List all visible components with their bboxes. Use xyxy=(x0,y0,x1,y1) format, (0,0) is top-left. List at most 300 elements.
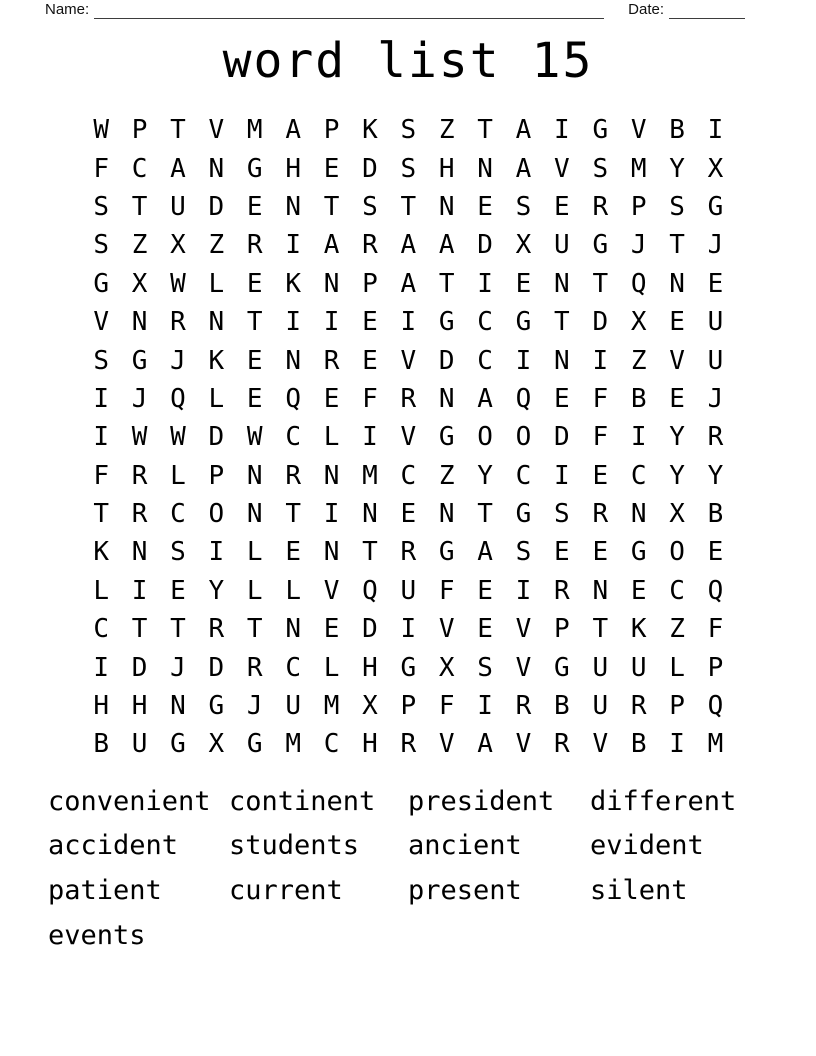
grid-cell: N xyxy=(131,537,148,568)
grid-cell: G xyxy=(592,115,609,146)
grid-cell: N xyxy=(477,153,493,184)
grid-cell: O xyxy=(669,537,685,568)
grid-cell: Y xyxy=(208,575,225,606)
grid-cell: S xyxy=(515,191,532,222)
grid-cell: I xyxy=(208,537,225,568)
grid-cell: T xyxy=(170,614,186,645)
grid-cell: I xyxy=(131,575,148,606)
word-list-item: evident xyxy=(590,830,704,862)
grid-cell: I xyxy=(93,383,110,414)
puzzle-title: word list 15 xyxy=(222,33,594,89)
grid-cell: R xyxy=(400,729,417,760)
grid-cell: I xyxy=(285,230,301,261)
grid-cell: E xyxy=(246,191,263,222)
grid-cell: R xyxy=(170,307,186,338)
grid-cell: I xyxy=(400,307,417,338)
grid-cell: L xyxy=(323,422,340,453)
grid-cell: F xyxy=(362,383,378,414)
grid-cell: G xyxy=(170,729,186,760)
grid-cell: W xyxy=(93,115,110,146)
grid-cell: N xyxy=(323,460,340,491)
grid-cell: G xyxy=(707,191,724,222)
grid-cell: P xyxy=(669,691,685,722)
grid-cell: C xyxy=(285,652,301,683)
grid-cell: E xyxy=(630,575,647,606)
grid-cell: R xyxy=(554,575,570,606)
date-input-line[interactable] xyxy=(669,3,745,19)
grid-cell: R xyxy=(554,729,570,760)
grid-cell: R xyxy=(362,230,378,261)
grid-cell: F xyxy=(438,691,455,722)
date-label: Date: xyxy=(628,1,664,18)
grid-cell: E xyxy=(707,268,724,299)
grid-cell: G xyxy=(438,422,455,453)
grid-cell: L xyxy=(323,652,340,683)
grid-cell: H xyxy=(362,652,378,683)
grid-cell: L xyxy=(170,460,186,491)
grid-cell: E xyxy=(477,575,493,606)
word-list-item: convenient xyxy=(48,785,211,817)
grid-cell: P xyxy=(323,115,340,146)
grid-cell: A xyxy=(438,230,455,261)
word-list xyxy=(48,779,770,957)
grid-cell: I xyxy=(362,422,378,453)
grid-cell: F xyxy=(592,422,609,453)
grid-cell: G xyxy=(515,307,532,338)
grid-cell: X xyxy=(438,652,455,683)
grid-cell: D xyxy=(477,230,493,261)
grid-cell: E xyxy=(246,268,263,299)
grid-cell: N xyxy=(285,191,301,222)
grid-cell: T xyxy=(592,614,609,645)
grid-cell: L xyxy=(669,652,685,683)
grid-cell: T xyxy=(438,268,455,299)
grid-cell: O xyxy=(208,499,225,530)
grid-cell: K xyxy=(362,115,378,146)
grid-cell: L xyxy=(93,575,110,606)
grid-cell: H xyxy=(362,729,378,760)
grid-cell: V xyxy=(592,729,609,760)
grid-cell: L xyxy=(208,383,225,414)
grid-cell: Q xyxy=(707,691,724,722)
grid-cell: T xyxy=(131,191,148,222)
grid-cell: L xyxy=(208,268,225,299)
grid-cell: W xyxy=(170,422,186,453)
grid-cell: R xyxy=(515,691,532,722)
grid-cell: Y xyxy=(669,153,685,184)
grid-cell: Z xyxy=(438,460,455,491)
grid-cell: E xyxy=(170,575,186,606)
grid-cell: N xyxy=(246,499,263,530)
grid-cell: F xyxy=(592,383,609,414)
grid-cell: B xyxy=(630,729,647,760)
grid-cell: R xyxy=(630,691,647,722)
grid-cell: V xyxy=(669,345,685,376)
grid-cell: X xyxy=(669,499,685,530)
grid-cell: Z xyxy=(131,230,148,261)
grid-cell: T xyxy=(170,115,186,146)
grid-cell: E xyxy=(592,537,609,568)
grid-cell: K xyxy=(208,345,225,376)
grid-cell: T xyxy=(669,230,685,261)
grid-cell: E xyxy=(362,345,378,376)
grid-cell: J xyxy=(707,383,724,414)
grid-cell: C xyxy=(477,345,493,376)
grid-cell: R xyxy=(592,499,609,530)
grid-cell: S xyxy=(93,191,110,222)
grid-cell: T xyxy=(477,115,493,146)
grid-cell: Q xyxy=(630,268,647,299)
grid-cell: S xyxy=(362,191,378,222)
grid-cell: F xyxy=(707,614,724,645)
grid-cell: A xyxy=(323,230,340,261)
grid-cell: J xyxy=(630,230,647,261)
grid-cell: A xyxy=(515,115,532,146)
grid-cell: D xyxy=(592,307,609,338)
grid-cell: J xyxy=(131,383,148,414)
grid-cell: N xyxy=(285,345,301,376)
grid-cell: I xyxy=(630,422,647,453)
grid-cell: E xyxy=(362,307,378,338)
grid-cell: S xyxy=(669,191,685,222)
grid-cell: I xyxy=(323,499,340,530)
grid-cell: U xyxy=(400,575,417,606)
grid-cell: N xyxy=(554,268,570,299)
grid-cell: B xyxy=(669,115,685,146)
grid-cell: X xyxy=(131,268,148,299)
grid-cell: D xyxy=(362,614,378,645)
grid-cell: E xyxy=(554,383,570,414)
grid-cell: M xyxy=(707,729,724,760)
grid-cell: E xyxy=(669,383,685,414)
grid-cell: W xyxy=(131,422,148,453)
grid-cell: P xyxy=(400,691,417,722)
grid-cell: X xyxy=(362,691,378,722)
grid-cell: Q xyxy=(170,383,186,414)
grid-cell: N xyxy=(285,614,301,645)
grid-cell: X xyxy=(707,153,724,184)
grid-cell: S xyxy=(477,652,493,683)
grid-cell: U xyxy=(707,345,724,376)
grid-cell: E xyxy=(592,460,609,491)
grid-cell: M xyxy=(362,460,378,491)
grid-cell: Y xyxy=(669,422,685,453)
grid-cell: N xyxy=(131,307,148,338)
grid-cell: O xyxy=(515,422,532,453)
grid-cell: G xyxy=(554,652,570,683)
grid-cell: C xyxy=(170,499,186,530)
grid-cell: P xyxy=(630,191,647,222)
grid-cell: N xyxy=(438,191,455,222)
grid-cell: L xyxy=(246,575,263,606)
grid-cell: C xyxy=(477,307,493,338)
grid-cell: K xyxy=(93,537,110,568)
grid-cell: E xyxy=(515,268,532,299)
grid-cell: I xyxy=(554,115,570,146)
grid-cell: B xyxy=(630,383,647,414)
grid-cell: L xyxy=(285,575,301,606)
grid-cell: C xyxy=(400,460,417,491)
grid-cell: B xyxy=(554,691,570,722)
grid-cell: V xyxy=(400,422,417,453)
grid-cell: Q xyxy=(362,575,378,606)
grid-cell: E xyxy=(285,537,301,568)
grid-cell: P xyxy=(362,268,378,299)
grid-cell: C xyxy=(630,460,647,491)
grid-cell: D xyxy=(208,652,225,683)
grid-cell: N xyxy=(170,691,186,722)
grid-cell: T xyxy=(554,307,570,338)
grid-cell: E xyxy=(246,345,263,376)
grid-cell: D xyxy=(131,652,148,683)
word-list-item: continent xyxy=(229,785,376,817)
grid-cell: B xyxy=(93,729,110,760)
grid-cell: S xyxy=(554,499,570,530)
grid-cell: Y xyxy=(707,460,724,491)
grid-cell: V xyxy=(323,575,340,606)
grid-cell: K xyxy=(285,268,301,299)
grid-cell: C xyxy=(285,422,301,453)
grid-cell: Y xyxy=(477,460,493,491)
grid-cell: J xyxy=(246,691,263,722)
grid-cell: I xyxy=(285,307,301,338)
grid-cell: G xyxy=(592,230,609,261)
grid-cell: R xyxy=(208,614,225,645)
grid-cell: N xyxy=(592,575,609,606)
grid-cell: Y xyxy=(669,460,685,491)
word-list-item: ancient xyxy=(408,830,522,862)
grid-cell: M xyxy=(630,153,647,184)
grid-cell: R xyxy=(246,230,263,261)
grid-cell: I xyxy=(707,115,724,146)
grid-cell: V xyxy=(515,614,532,645)
grid-cell: S xyxy=(400,115,417,146)
word-list-item: current xyxy=(229,874,343,906)
grid-cell: R xyxy=(592,191,609,222)
grid-cell: U xyxy=(707,307,724,338)
grid-cell: C xyxy=(515,460,532,491)
grid-cell: Z xyxy=(208,230,225,261)
grid-cell: G xyxy=(438,537,455,568)
grid-cell: E xyxy=(400,499,417,530)
grid-cell: G xyxy=(515,499,532,530)
grid-cell: N xyxy=(323,268,340,299)
grid-cell: J xyxy=(707,230,724,261)
grid-cell: J xyxy=(170,345,186,376)
grid-cell: V xyxy=(554,153,570,184)
grid-cell: I xyxy=(669,729,685,760)
grid-cell: C xyxy=(93,614,110,645)
grid-cell: A xyxy=(285,115,301,146)
grid-cell: F xyxy=(438,575,455,606)
grid-cell: P xyxy=(707,652,724,683)
word-list-item: accident xyxy=(48,830,179,862)
grid-cell: P xyxy=(208,460,225,491)
grid-cell: I xyxy=(400,614,417,645)
grid-cell: H xyxy=(131,691,148,722)
grid-cell: V xyxy=(438,729,455,760)
grid-cell: S xyxy=(93,230,110,261)
grid-cell: I xyxy=(515,345,532,376)
grid-cell: H xyxy=(285,153,301,184)
grid-cell: T xyxy=(400,191,417,222)
grid-cell: X xyxy=(208,729,225,760)
grid-cell: H xyxy=(438,153,455,184)
grid-cell: X xyxy=(170,230,186,261)
grid-cell: G xyxy=(93,268,110,299)
word-list-item: patient xyxy=(48,874,162,906)
grid-cell: R xyxy=(246,652,263,683)
grid-cell: T xyxy=(131,614,148,645)
letter-grid xyxy=(82,111,735,764)
grid-cell: A xyxy=(477,383,493,414)
grid-cell: S xyxy=(515,537,532,568)
grid-cell: M xyxy=(323,691,340,722)
grid-cell: T xyxy=(285,499,301,530)
grid-cell: A xyxy=(400,230,417,261)
grid-cell: X xyxy=(630,307,647,338)
word-list-item: present xyxy=(408,874,522,906)
grid-cell: E xyxy=(554,537,570,568)
grid-cell: U xyxy=(554,230,570,261)
grid-cell: T xyxy=(592,268,609,299)
word-list-item: events xyxy=(48,919,146,951)
word-list-item: silent xyxy=(590,874,688,906)
grid-cell: G xyxy=(630,537,647,568)
grid-cell: N xyxy=(438,499,455,530)
grid-cell: N xyxy=(669,268,685,299)
grid-cell: I xyxy=(93,652,110,683)
grid-cell: A xyxy=(477,537,493,568)
grid-cell: K xyxy=(630,614,647,645)
grid-cell: S xyxy=(400,153,417,184)
grid-cell: B xyxy=(707,499,724,530)
grid-cell: I xyxy=(477,268,493,299)
grid-cell: E xyxy=(323,383,340,414)
grid-cell: A xyxy=(477,729,493,760)
grid-cell: V xyxy=(208,115,225,146)
grid-cell: C xyxy=(323,729,340,760)
word-list-item: different xyxy=(590,785,737,817)
grid-cell: A xyxy=(170,153,186,184)
grid-cell: J xyxy=(170,652,186,683)
grid-cell: P xyxy=(554,614,570,645)
grid-cell: V xyxy=(93,307,110,338)
grid-cell: G xyxy=(246,153,263,184)
grid-cell: Q xyxy=(515,383,532,414)
grid-cell: E xyxy=(707,537,724,568)
grid-cell: N xyxy=(246,460,263,491)
name-label: Name: xyxy=(45,1,90,18)
grid-cell: M xyxy=(246,115,263,146)
grid-cell: I xyxy=(554,460,570,491)
grid-cell: F xyxy=(93,153,110,184)
grid-cell: N xyxy=(630,499,647,530)
grid-cell: E xyxy=(477,614,493,645)
grid-cell: O xyxy=(477,422,493,453)
grid-cell: T xyxy=(246,614,263,645)
grid-cell: C xyxy=(669,575,685,606)
grid-cell: D xyxy=(362,153,378,184)
grid-cell: Z xyxy=(630,345,647,376)
grid-cell: V xyxy=(515,652,532,683)
grid-cell: V xyxy=(400,345,417,376)
grid-cell: N xyxy=(208,153,225,184)
word-list-item: students xyxy=(229,830,360,862)
grid-cell: H xyxy=(93,691,110,722)
grid-cell: R xyxy=(400,537,417,568)
grid-cell: U xyxy=(592,691,609,722)
grid-cell: E xyxy=(669,307,685,338)
grid-cell: M xyxy=(285,729,301,760)
grid-cell: G xyxy=(438,307,455,338)
grid-cell: N xyxy=(438,383,455,414)
grid-cell: G xyxy=(131,345,148,376)
grid-cell: D xyxy=(554,422,570,453)
grid-cell: G xyxy=(400,652,417,683)
grid-cell: U xyxy=(170,191,186,222)
grid-cell: V xyxy=(515,729,532,760)
grid-cell: D xyxy=(438,345,455,376)
grid-cell: U xyxy=(131,729,148,760)
grid-cell: S xyxy=(93,345,110,376)
grid-cell: G xyxy=(246,729,263,760)
grid-cell: I xyxy=(323,307,340,338)
grid-cell: S xyxy=(170,537,186,568)
grid-cell: N xyxy=(554,345,570,376)
grid-cell: I xyxy=(93,422,110,453)
grid-cell: R xyxy=(131,460,148,491)
grid-cell: D xyxy=(208,422,225,453)
grid-cell: Z xyxy=(438,115,455,146)
grid-cell: N xyxy=(362,499,378,530)
name-input-line[interactable] xyxy=(94,3,604,19)
grid-cell: T xyxy=(246,307,263,338)
grid-cell: T xyxy=(362,537,378,568)
grid-cell: P xyxy=(131,115,148,146)
grid-cell: A xyxy=(400,268,417,299)
grid-cell: R xyxy=(707,422,724,453)
grid-cell: R xyxy=(323,345,340,376)
grid-cell: T xyxy=(323,191,340,222)
grid-cell: D xyxy=(208,191,225,222)
grid-cell: U xyxy=(285,691,301,722)
grid-cell: R xyxy=(131,499,148,530)
grid-cell: E xyxy=(246,383,263,414)
grid-cell: G xyxy=(208,691,225,722)
grid-cell: W xyxy=(246,422,263,453)
grid-cell: E xyxy=(323,153,340,184)
grid-cell: N xyxy=(323,537,340,568)
grid-cell: I xyxy=(477,691,493,722)
grid-cell: R xyxy=(285,460,301,491)
grid-cell: T xyxy=(477,499,493,530)
grid-cell: U xyxy=(630,652,647,683)
grid-cell: R xyxy=(400,383,417,414)
grid-cell: X xyxy=(515,230,532,261)
grid-cell: U xyxy=(592,652,609,683)
grid-cell: I xyxy=(592,345,609,376)
grid-cell: F xyxy=(93,460,110,491)
grid-cell: Q xyxy=(707,575,724,606)
grid-cell: C xyxy=(131,153,148,184)
grid-cell: E xyxy=(554,191,570,222)
grid-cell: E xyxy=(323,614,340,645)
grid-cell: I xyxy=(515,575,532,606)
grid-cell: E xyxy=(477,191,493,222)
grid-cell: A xyxy=(515,153,532,184)
grid-cell: V xyxy=(630,115,647,146)
